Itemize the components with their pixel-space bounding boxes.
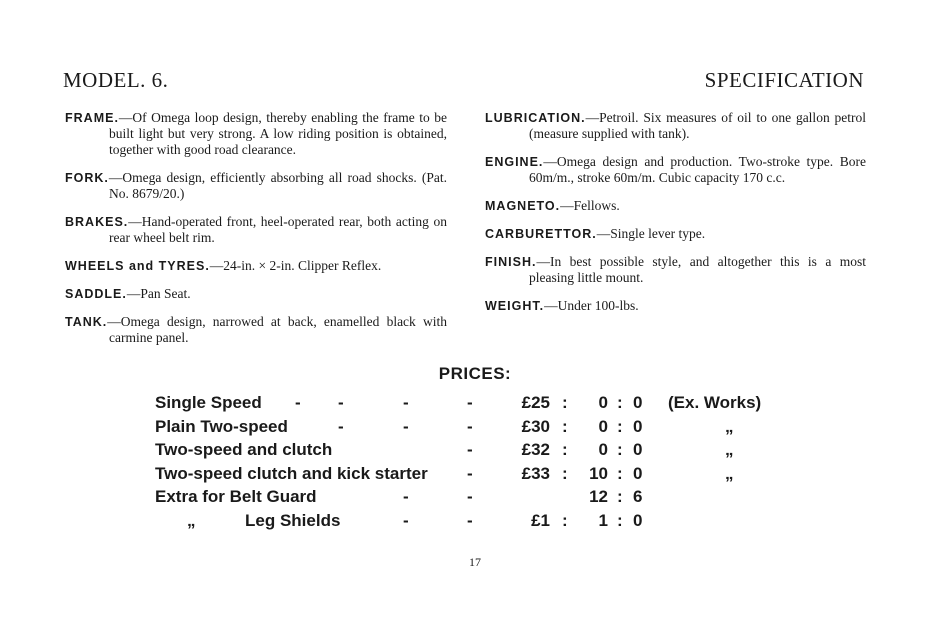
spec-entry (65, 286, 447, 302)
price-pence: 0 (633, 463, 643, 483)
spec-text: —Omega design, efficiently absorbing all road shocks. (Pat. No. 8679/20.) (108, 170, 447, 201)
spec-entry (65, 214, 447, 246)
price-pounds: £1 (531, 510, 550, 530)
price-row (155, 464, 795, 488)
separator: : (617, 393, 623, 412)
price-pounds: £33 (521, 463, 550, 483)
price-item: Plain Two-speed (155, 416, 288, 436)
spec-text: —24-in. × 2-in. Clipper Reflex. (209, 258, 382, 273)
spec-label: MAGNETO. (485, 199, 561, 213)
price-pence: 0 (633, 416, 643, 436)
price-pence: 0 (633, 393, 643, 412)
spec-label: WEIGHT. (485, 299, 545, 313)
spec-text: —Hand-operated front, heel-operated rear, both acting on rear wheel belt rim. (109, 214, 447, 245)
leader-dash: - (403, 510, 409, 530)
price-item: Extra for Belt Guard (155, 487, 317, 506)
leader-dash: - (467, 463, 473, 483)
separator: : (617, 416, 623, 436)
separator: : (617, 487, 623, 506)
separator: : (562, 510, 568, 530)
leader-dash: - (295, 393, 301, 412)
spec-entry (485, 298, 866, 314)
spec-label: FORK. (65, 171, 109, 185)
spec-label: FRAME. (65, 111, 119, 125)
ditto-mark: „ (187, 510, 196, 530)
spec-label: ENGINE. (485, 155, 544, 169)
leader-dash: - (467, 440, 473, 459)
price-row (155, 393, 795, 417)
price-note: „ (725, 416, 734, 436)
spec-label: TANK. (65, 315, 108, 329)
separator: : (562, 416, 568, 436)
price-note: (Ex. Works) (668, 393, 762, 412)
price-pounds: £25 (521, 393, 550, 412)
spec-label: FINISH. (485, 255, 537, 269)
spec-entry (65, 170, 447, 202)
leader-dash: - (467, 487, 473, 506)
price-pounds: £30 (521, 416, 550, 436)
spec-entry (65, 258, 447, 274)
price-note: „ (725, 463, 734, 483)
leader-dash: - (403, 393, 409, 412)
spec-entry (65, 110, 447, 158)
separator: : (562, 440, 568, 459)
model-heading: MODEL. 6. (63, 68, 169, 92)
price-item: Leg Shields (245, 510, 341, 530)
price-row (155, 417, 795, 441)
spec-text: —Of Omega loop design, thereby enabling the frame to be built light but very strong. A low riding position is obtained, together with good road clearance. (109, 110, 447, 157)
spec-text: —Under 100-lbs. (544, 298, 639, 313)
separator: : (562, 463, 568, 483)
specification-heading: SPECIFICATION (704, 68, 864, 92)
spec-text: —Fellows. (560, 198, 620, 213)
spec-column-right (485, 110, 866, 326)
price-row (155, 487, 795, 511)
price-shillings: 0 (598, 416, 608, 436)
price-item: Two-speed and clutch (155, 440, 333, 459)
separator: : (617, 510, 623, 530)
price-item: Two-speed clutch and kick starter (155, 463, 428, 483)
spec-label: LUBRICATION. (485, 111, 586, 125)
price-shillings: 12 (589, 487, 608, 506)
price-item: Single Speed (155, 393, 262, 412)
price-row (155, 440, 795, 464)
spec-label: CARBURETTOR. (485, 227, 597, 241)
spec-entry (485, 154, 866, 186)
price-pounds: £32 (521, 440, 550, 459)
spec-text: —Single lever type. (596, 226, 706, 241)
price-pence: 0 (633, 440, 643, 459)
page-number: 17 (469, 555, 481, 569)
separator: : (617, 463, 623, 483)
leader-dash: - (467, 393, 473, 412)
spec-column-left (65, 110, 447, 358)
leader-dash: - (403, 487, 409, 506)
prices-heading: PRICES: (438, 364, 512, 383)
price-shillings: 0 (598, 393, 608, 412)
spec-entry (485, 110, 866, 142)
price-pence: 6 (633, 487, 643, 506)
spec-text: —Petroil. Six measures of oil to one gallon petrol (measure supplied with tank). (529, 110, 866, 141)
spec-text: —Omega design, narrowed at back, enamelled black with carmine panel. (107, 314, 447, 345)
leader-dash: - (403, 416, 409, 436)
leader-dash: - (467, 510, 473, 530)
price-note: „ (725, 440, 734, 459)
spec-text: —Omega design and production. Two-stroke type. Bore 60m/m., stroke 60m/m. Cubic capacity 170 c.c. (529, 154, 866, 185)
spec-entry (485, 254, 866, 286)
price-row (155, 511, 795, 535)
spec-text: —In best possible style, and altogether this is a most pleasing little mount. (529, 254, 866, 285)
spec-label: BRAKES. (65, 215, 129, 229)
spec-entry (485, 198, 866, 214)
leader-dash: - (338, 416, 344, 436)
spec-label: WHEELS and TYRES. (65, 259, 210, 273)
spec-entry (485, 226, 866, 242)
price-table (155, 393, 795, 534)
leader-dash: - (338, 393, 344, 412)
separator: : (562, 393, 568, 412)
price-shillings: 0 (598, 440, 608, 459)
spec-text: —Pan Seat. (126, 286, 191, 301)
price-shillings: 10 (589, 463, 608, 483)
spec-label: SADDLE. (65, 287, 127, 301)
spec-entry (65, 314, 447, 346)
price-shillings: 1 (598, 510, 608, 530)
price-pence: 0 (633, 510, 643, 530)
separator: : (617, 440, 623, 459)
leader-dash: - (467, 416, 473, 436)
